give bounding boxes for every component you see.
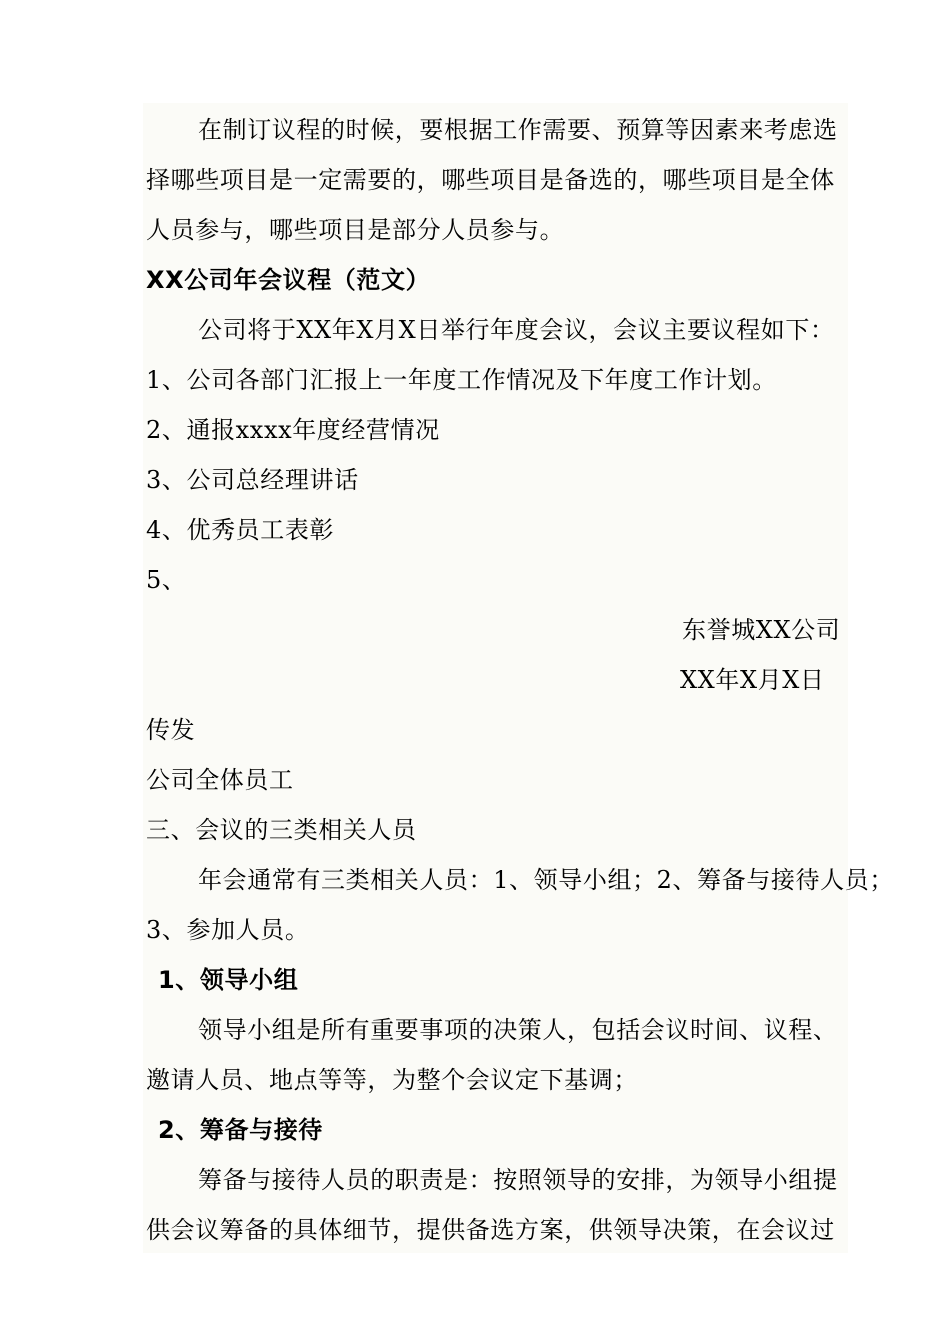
subsection1-line2: 邀请人员、地点等等，为整个会议定下基调； xyxy=(146,1066,638,1094)
subsection1-line1: 领导小组是所有重要事项的决策人，包括会议时间、议程、 xyxy=(198,1016,838,1044)
agenda-intro: 公司将于XX年X月X日举行年度会议，会议主要议程如下： xyxy=(198,316,835,344)
agenda-item: 3、公司总经理讲话 xyxy=(146,466,359,494)
subsection2-heading: 2、筹备与接待 xyxy=(158,1116,323,1144)
agenda-heading: XX公司年会议程（范文） xyxy=(146,266,431,294)
subsection1-heading: 1、领导小组 xyxy=(158,966,299,994)
para1-line2: 择哪些项目是一定需要的，哪些项目是备选的，哪些项目是全体 xyxy=(146,166,835,194)
signature-date: XX年X月X日 xyxy=(680,666,825,694)
agenda-item: 4、优秀员工表彰 xyxy=(146,516,335,544)
para1-line1: 在制订议程的时候，要根据工作需要、预算等因素来考虑选 xyxy=(198,116,838,144)
signature-company: 东誉城XX公司 xyxy=(682,616,841,644)
distribution-recipients: 公司全体员工 xyxy=(146,766,294,794)
section3-intro-line1: 年会通常有三类相关人员：1、领导小组；2、筹备与接待人员； xyxy=(198,866,894,894)
agenda-item: 5、 xyxy=(146,566,187,594)
distribution-label: 传发 xyxy=(146,716,196,744)
agenda-item: 1、公司各部门汇报上一年度工作情况及下年度工作计划。 xyxy=(146,366,777,394)
section3-intro-line2: 3、参加人员。 xyxy=(146,916,310,944)
subsection2-line2: 供会议筹备的具体细节，提供备选方案，供领导决策，在会议过 xyxy=(146,1216,835,1244)
agenda-item: 2、通报xxxx年度经营情况 xyxy=(146,416,440,444)
section3-heading: 三、会议的三类相关人员 xyxy=(146,816,417,844)
para1-line3: 人员参与，哪些项目是部分人员参与。 xyxy=(146,216,565,244)
subsection2-line1: 筹备与接待人员的职责是：按照领导的安排，为领导小组提 xyxy=(198,1166,838,1194)
